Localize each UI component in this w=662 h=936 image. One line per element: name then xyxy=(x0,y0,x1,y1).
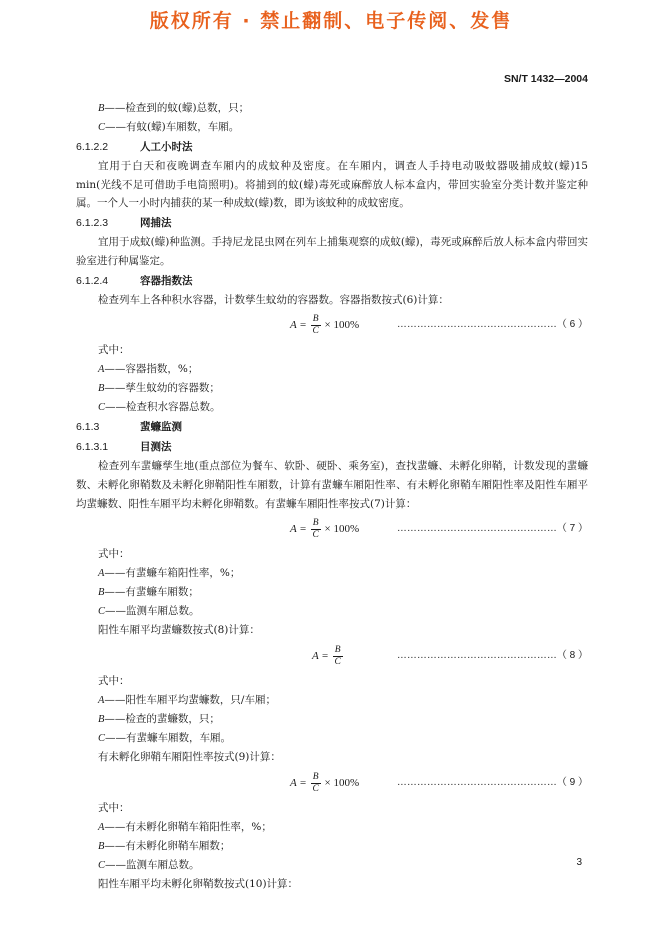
variable-definition: B——有蜚蠊车厢数； xyxy=(98,586,199,599)
paragraph: 宜用于白天和夜晚调查车厢内的成蚊种及密度。在车厢内，调查人手持电动吸蚊器吸捕成蚊(蠓)15 min(光线不足可借助手电筒照明)。将捕到的蚊(蠓)毒死或麻醉放人标本盒内，带回实验室分类计数并鉴定种属。一个人一小时内捕获的某一种成蚊(蠓)数，即为该蚊种的成蚊密度。 xyxy=(76,160,588,210)
page-number: 3 xyxy=(576,857,582,868)
formula-6: A = $\frac{B}{C}$ × 100% …………………………………………（ 6 ） xyxy=(76,309,588,341)
paragraph: 检查列车蜚蠊孳生地(重点部位为餐车、软卧、硬卧、乘务室)，查找蜚蠊、未孵化卵鞘，计数发现的蜚蠊数、未孵化卵鞘数及未孵化卵鞘阳性车厢数，计算有蜚蠊车厢阳性率、有未孵化卵鞘车厢阳性率及阳性车厢平均蜚蠊数、阳性车厢平均未孵化卵鞘数。有蜚蠊车厢阳性率按式(7)计算： xyxy=(76,460,588,510)
paragraph: 有未孵化卵鞘车厢阳性率按式(9)计算： xyxy=(98,751,281,764)
where-label: 式中： xyxy=(98,548,130,561)
variable-definition: C——检查积水容器总数。 xyxy=(98,401,221,414)
variable-definition: C——监测车厢总数。 xyxy=(98,605,200,618)
variable-definition: B——检查到的蚊(蠓)总数，只； xyxy=(98,102,250,114)
standard-code: SN/T 1432—2004 xyxy=(503,73,588,85)
variable-definition: B——孳生蚊幼的容器数； xyxy=(98,382,220,395)
paragraph: 宜用于成蚊(蠓)种监测。手持尼龙昆虫网在列车上捕集观察的成蚊(蠓)，毒死或麻醉后放人标本盒内带回实验室进行种属鉴定。 xyxy=(76,236,588,267)
equation-number: …………………………………………（ 8 ） xyxy=(396,650,588,662)
copyright-watermark: 版权所有 · 禁止翻制、电子传阅、发售 xyxy=(149,10,513,32)
equation-number: …………………………………………（ 9 ） xyxy=(396,777,588,789)
document-body xyxy=(76,99,588,894)
equation-number: …………………………………………（ 7 ） xyxy=(396,523,588,535)
section-heading: 6.1.3.1 目测法 xyxy=(76,441,172,454)
formula-8: A = $\frac{B}{C}$ …………………………………………（ 8 ） xyxy=(76,640,588,672)
section-heading: 6.1.2.4 容器指数法 xyxy=(76,274,193,287)
paragraph: 阳性车厢平均蜚蠊数按式(8)计算： xyxy=(98,624,260,637)
paragraph: 检查列车上各种积水容器，计数孳生蚊幼的容器数。容器指数按式(6)计算： xyxy=(98,293,449,306)
formula-7: A = $\frac{B}{C}$ × 100% …………………………………………（ 7 ） xyxy=(76,513,588,545)
variable-definition: A——有蜚蠊车箱阳性率，%； xyxy=(98,567,241,580)
where-label: 式中： xyxy=(98,802,130,815)
where-label: 式中： xyxy=(98,344,130,357)
equation-number: …………………………………………（ 6 ） xyxy=(396,319,588,331)
paragraph: 阳性车厢平均未孵化卵鞘数按式(10)计算： xyxy=(98,878,299,891)
section-heading: 6.1.2.3 网捕法 xyxy=(76,217,172,230)
formula-9: A = $\frac{B}{C}$ × 100% …………………………………………（ 9 ） xyxy=(76,767,588,799)
where-label: 式中： xyxy=(98,675,130,688)
variable-definition: B——有未孵化卵鞘车厢数； xyxy=(98,840,231,853)
variable-definition: C——监测车厢总数。 xyxy=(98,859,200,872)
variable-definition: B——检查的蜚蠊数，只； xyxy=(98,713,220,726)
variable-definition: C——有蚊(蠓)车厢数，车厢。 xyxy=(98,121,240,133)
variable-definition: A——容器指数，%； xyxy=(98,363,199,376)
variable-definition: A——阳性车厢平均蜚蠊数，只/车厢； xyxy=(98,694,276,707)
section-heading: 6.1.2.2 人工小时法 xyxy=(76,141,193,153)
variable-definition: A——有未孵化卵鞘车箱阳性率，%； xyxy=(98,821,272,834)
section-heading: 6.1.3 蜚蠊监测 xyxy=(76,421,182,434)
variable-definition: C——有蜚蠊车厢数，车厢。 xyxy=(98,732,232,745)
